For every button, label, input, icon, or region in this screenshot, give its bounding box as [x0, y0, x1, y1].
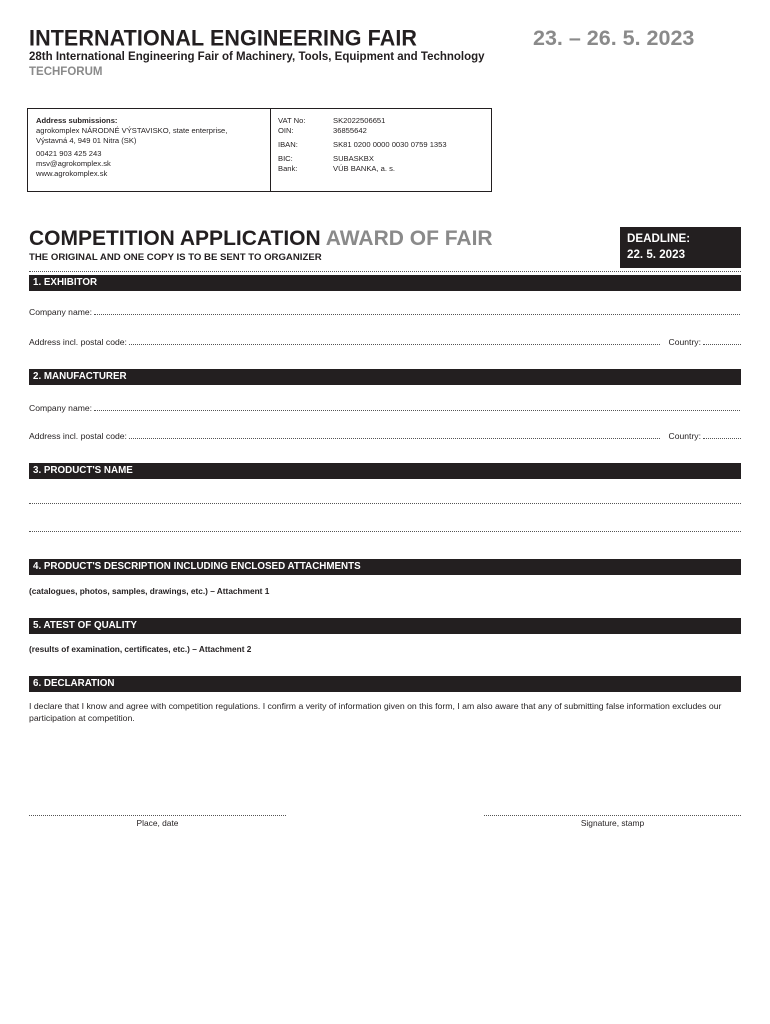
oin-value: 36855642 — [333, 126, 367, 135]
place-date-label: Place, date — [136, 818, 179, 828]
address-box — [27, 108, 492, 192]
competition-title — [29, 227, 493, 251]
section-declaration: 6. DECLARATION — [29, 676, 741, 692]
address-phone: 00421 903 425 243 — [36, 149, 102, 158]
section-atest: 5. ATEST OF QUALITY — [29, 618, 741, 634]
bank-value: VÚB BANKA, a. s. — [333, 164, 396, 173]
address-web: www.agrokomplex.sk — [36, 169, 108, 178]
vat-label: VAT No: — [278, 116, 306, 125]
attachment-1-note: (catalogues, photos, samples, drawings, etc.) – Attachment 1 — [29, 586, 270, 596]
manufacturer-address-input[interactable] — [129, 438, 660, 439]
exhibitor-company-input[interactable] — [94, 314, 740, 315]
address-line-1: agrokomplex NÁRODNÉ VÝSTAVISKO, state enterprise, — [36, 126, 228, 135]
manufacturer-country-label: Country: — [668, 431, 701, 441]
place-date-line[interactable] — [29, 815, 286, 816]
exhibitor-company-field[interactable] — [29, 305, 741, 317]
exhibitor-address-input[interactable] — [129, 344, 660, 345]
deadline-date: 22. 5. 2023 — [627, 248, 686, 261]
iban-label: IBAN: — [278, 140, 298, 149]
product-name-line-2[interactable] — [29, 531, 741, 532]
bic-label: BIC: — [278, 154, 293, 163]
deadline-label: DEADLINE: — [627, 232, 691, 245]
exhibitor-company-label: Company name: — [29, 307, 93, 317]
page-title: INTERNATIONAL ENGINEERING FAIR — [29, 25, 418, 51]
vat-value: SK2022506651 — [333, 116, 386, 125]
section-exhibitor: 1. EXHIBITOR — [29, 275, 741, 291]
deadline-box — [620, 227, 741, 268]
bank-label: Bank: — [278, 164, 298, 173]
signature-line[interactable] — [484, 815, 741, 816]
exhibitor-country-label: Country: — [668, 337, 701, 347]
techforum-label: TECHFORUM — [29, 66, 103, 78]
signature-label: Signature, stamp — [580, 818, 645, 828]
declaration-text: I declare that I know and agree with competition regulations. I confirm a verity of information given on this form, I am also aware that any of submitting false information excludes our participation at competition. — [29, 701, 722, 723]
manufacturer-company-input[interactable] — [94, 410, 740, 411]
address-line-2: Výstavná 4, 949 01 Nitra (SK) — [36, 136, 137, 145]
iban-value: SK81 0200 0000 0030 0759 1353 — [333, 140, 447, 149]
bic-value: SUBASKBX — [333, 154, 374, 163]
competition-title-award: AWARD OF FAIR — [325, 227, 493, 250]
fair-dates: 23. – 26. 5. 2023 — [533, 26, 695, 50]
box-divider — [270, 109, 271, 191]
manufacturer-address-label: Address incl. postal code: — [29, 431, 127, 441]
section-product-name: 3. PRODUCT'S NAME — [29, 463, 741, 479]
competition-title-main: COMPETITION APPLICATION — [29, 227, 321, 250]
competition-subtitle: THE ORIGINAL AND ONE COPY IS TO BE SENT TO ORGANIZER — [29, 252, 322, 263]
heading-rule — [29, 271, 741, 272]
oin-label: OIN: — [278, 126, 294, 135]
manufacturer-company-label: Company name: — [29, 403, 93, 413]
fair-subtitle: 28th International Engineering Fair of Machinery, Tools, Equipment and Technology — [29, 51, 485, 63]
section-description: 4. PRODUCT'S DESCRIPTION INCLUDING ENCLOSED ATTACHMENTS — [29, 559, 741, 575]
attachment-2-note: (results of examination, certificates, etc.) – Attachment 2 — [29, 644, 252, 654]
product-name-line-1[interactable] — [29, 503, 741, 504]
manufacturer-company-field[interactable] — [29, 401, 741, 413]
manufacturer-country-input[interactable] — [703, 438, 741, 439]
address-heading: Address submissions: — [36, 116, 118, 125]
manufacturer-address-field[interactable] — [29, 429, 741, 441]
exhibitor-country-input[interactable] — [703, 344, 741, 345]
section-manufacturer: 2. MANUFACTURER — [29, 369, 741, 385]
exhibitor-address-label: Address incl. postal code: — [29, 337, 127, 347]
address-email: msv@agrokomplex.sk — [36, 159, 111, 168]
exhibitor-address-field[interactable] — [29, 335, 741, 347]
